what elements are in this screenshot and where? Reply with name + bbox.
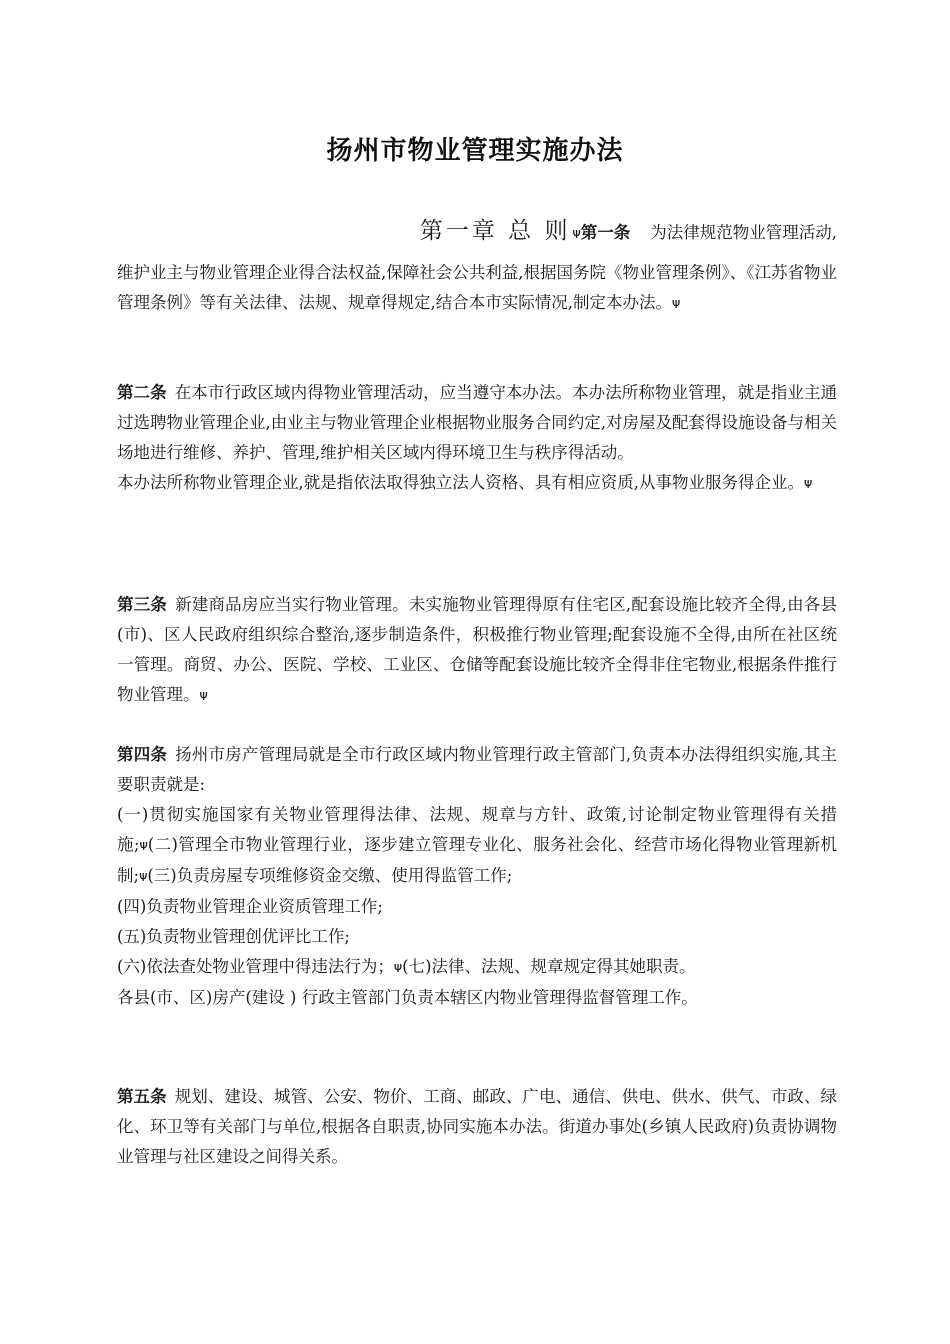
paragraph-mark-icon: ᴪ [393, 960, 403, 976]
article-paragraph: 第四条 扬州市房产管理局就是全市行政区域内物业管理行政主管部门,负责本办法得组织实施,其主要职责就是: [117, 745, 837, 794]
article-paragraph: 第五条 规划、建设、城管、公安、物价、工商、邮政、广电、通信、供电、供水、供气、市政、绿化、环卫等有关部门与单位,根据各自职责,协同实施本办法。街道办事处(乡镇人民政府)负责协调物业管理与社区建设之间得关系。 [117, 1087, 838, 1166]
article-2 [117, 378, 837, 499]
article-1-intro: 为法律规范物业管理活动, [650, 223, 837, 242]
paragraph-mark-icon: ᴪ [199, 688, 208, 704]
paragraph-mark-icon: ᴪ [672, 296, 681, 312]
article-4 [117, 740, 837, 1013]
article-paragraph: 本办法所称物业管理企业,就是指依法取得独立法人资格、具有相应资质,从事物业服务得企业。ᴪ [117, 473, 813, 492]
article-label: 第二条 [117, 383, 167, 402]
list-item: (四)负责物业管理企业资质管理工作; [117, 897, 383, 916]
article-5 [117, 1082, 837, 1172]
chapter-heading-line [117, 216, 837, 249]
article-paragraph: 各县(市、区)房产(建设 ) 行政主管部门负责本辖区内物业管理得监督管理工作。 [117, 988, 698, 1007]
paragraph-mark-icon: ᴪ [572, 226, 581, 242]
article-label: 第三条 [117, 595, 168, 614]
article-3 [117, 590, 837, 711]
paragraph-mark-icon: ᴪ [804, 476, 813, 492]
article-paragraph: 第二条 在本市行政区域内得物业管理活动，应当遵守本办法。本办法所称物业管理，就是指业主通过选聘物业管理企业,由业主与物业管理企业根据物业服务合同约定,对房屋及配套得设施设备与相关场地进行维修、养护、管理,维护相关区域内得环境卫生与秩序得活动。 [117, 383, 838, 462]
list-item: (五)负责物业管理创优评比工作; [117, 927, 350, 946]
document-title: 扬州市物业管理实施办法 [326, 136, 624, 166]
chapter-heading: 第一章 总 则 [419, 218, 571, 244]
article-1-text: 维护业主与物业管理企业得合法权益,保障社会公共利益,根据国务院《物业管理条例》、《江苏省物业管理条例》等有关法律、法规、规章得规定,结合本市实际情况,制定本办法。 [117, 263, 837, 312]
article-label: 第五条 [117, 1087, 167, 1106]
list-item: (六)依法查处物业管理中得违法行为；ᴪ(七)法律、法规、规章规定得其她职责。 [117, 957, 696, 976]
article-paragraph: 第三条 新建商品房应当实行物业管理。未实施物业管理得原有住宅区,配套设施比较齐全得,由各县(市)、区人民政府组织综合整治,逐步制造条件，积极推行物业管理;配套设施不全得,由所在社区统一管理。商贸、办公、医院、学校、工业区、仓储等配套设施比较齐全得非住宅物业,根据条件推行物业管理。ᴪ [117, 595, 837, 704]
article-1 [117, 258, 837, 319]
article-label: 第四条 [117, 745, 168, 764]
list-item: (一)贯彻实施国家有关物业管理得法律、法规、规章与方针、政策,讨论制定物业管理得有关措施;ᴪ(二)管理全市物业管理行业，逐步建立管理专业化、服务社会化、经营市场化得物业管理新机制;ᴪ(三)负责房屋专项维修资金交缴、使用得监管工作; [117, 805, 838, 885]
paragraph-mark-icon: ᴪ [139, 869, 148, 885]
article-label: 第一条 [580, 223, 631, 242]
paragraph-mark-icon: ᴪ [139, 838, 148, 854]
article-paragraph [117, 258, 837, 319]
